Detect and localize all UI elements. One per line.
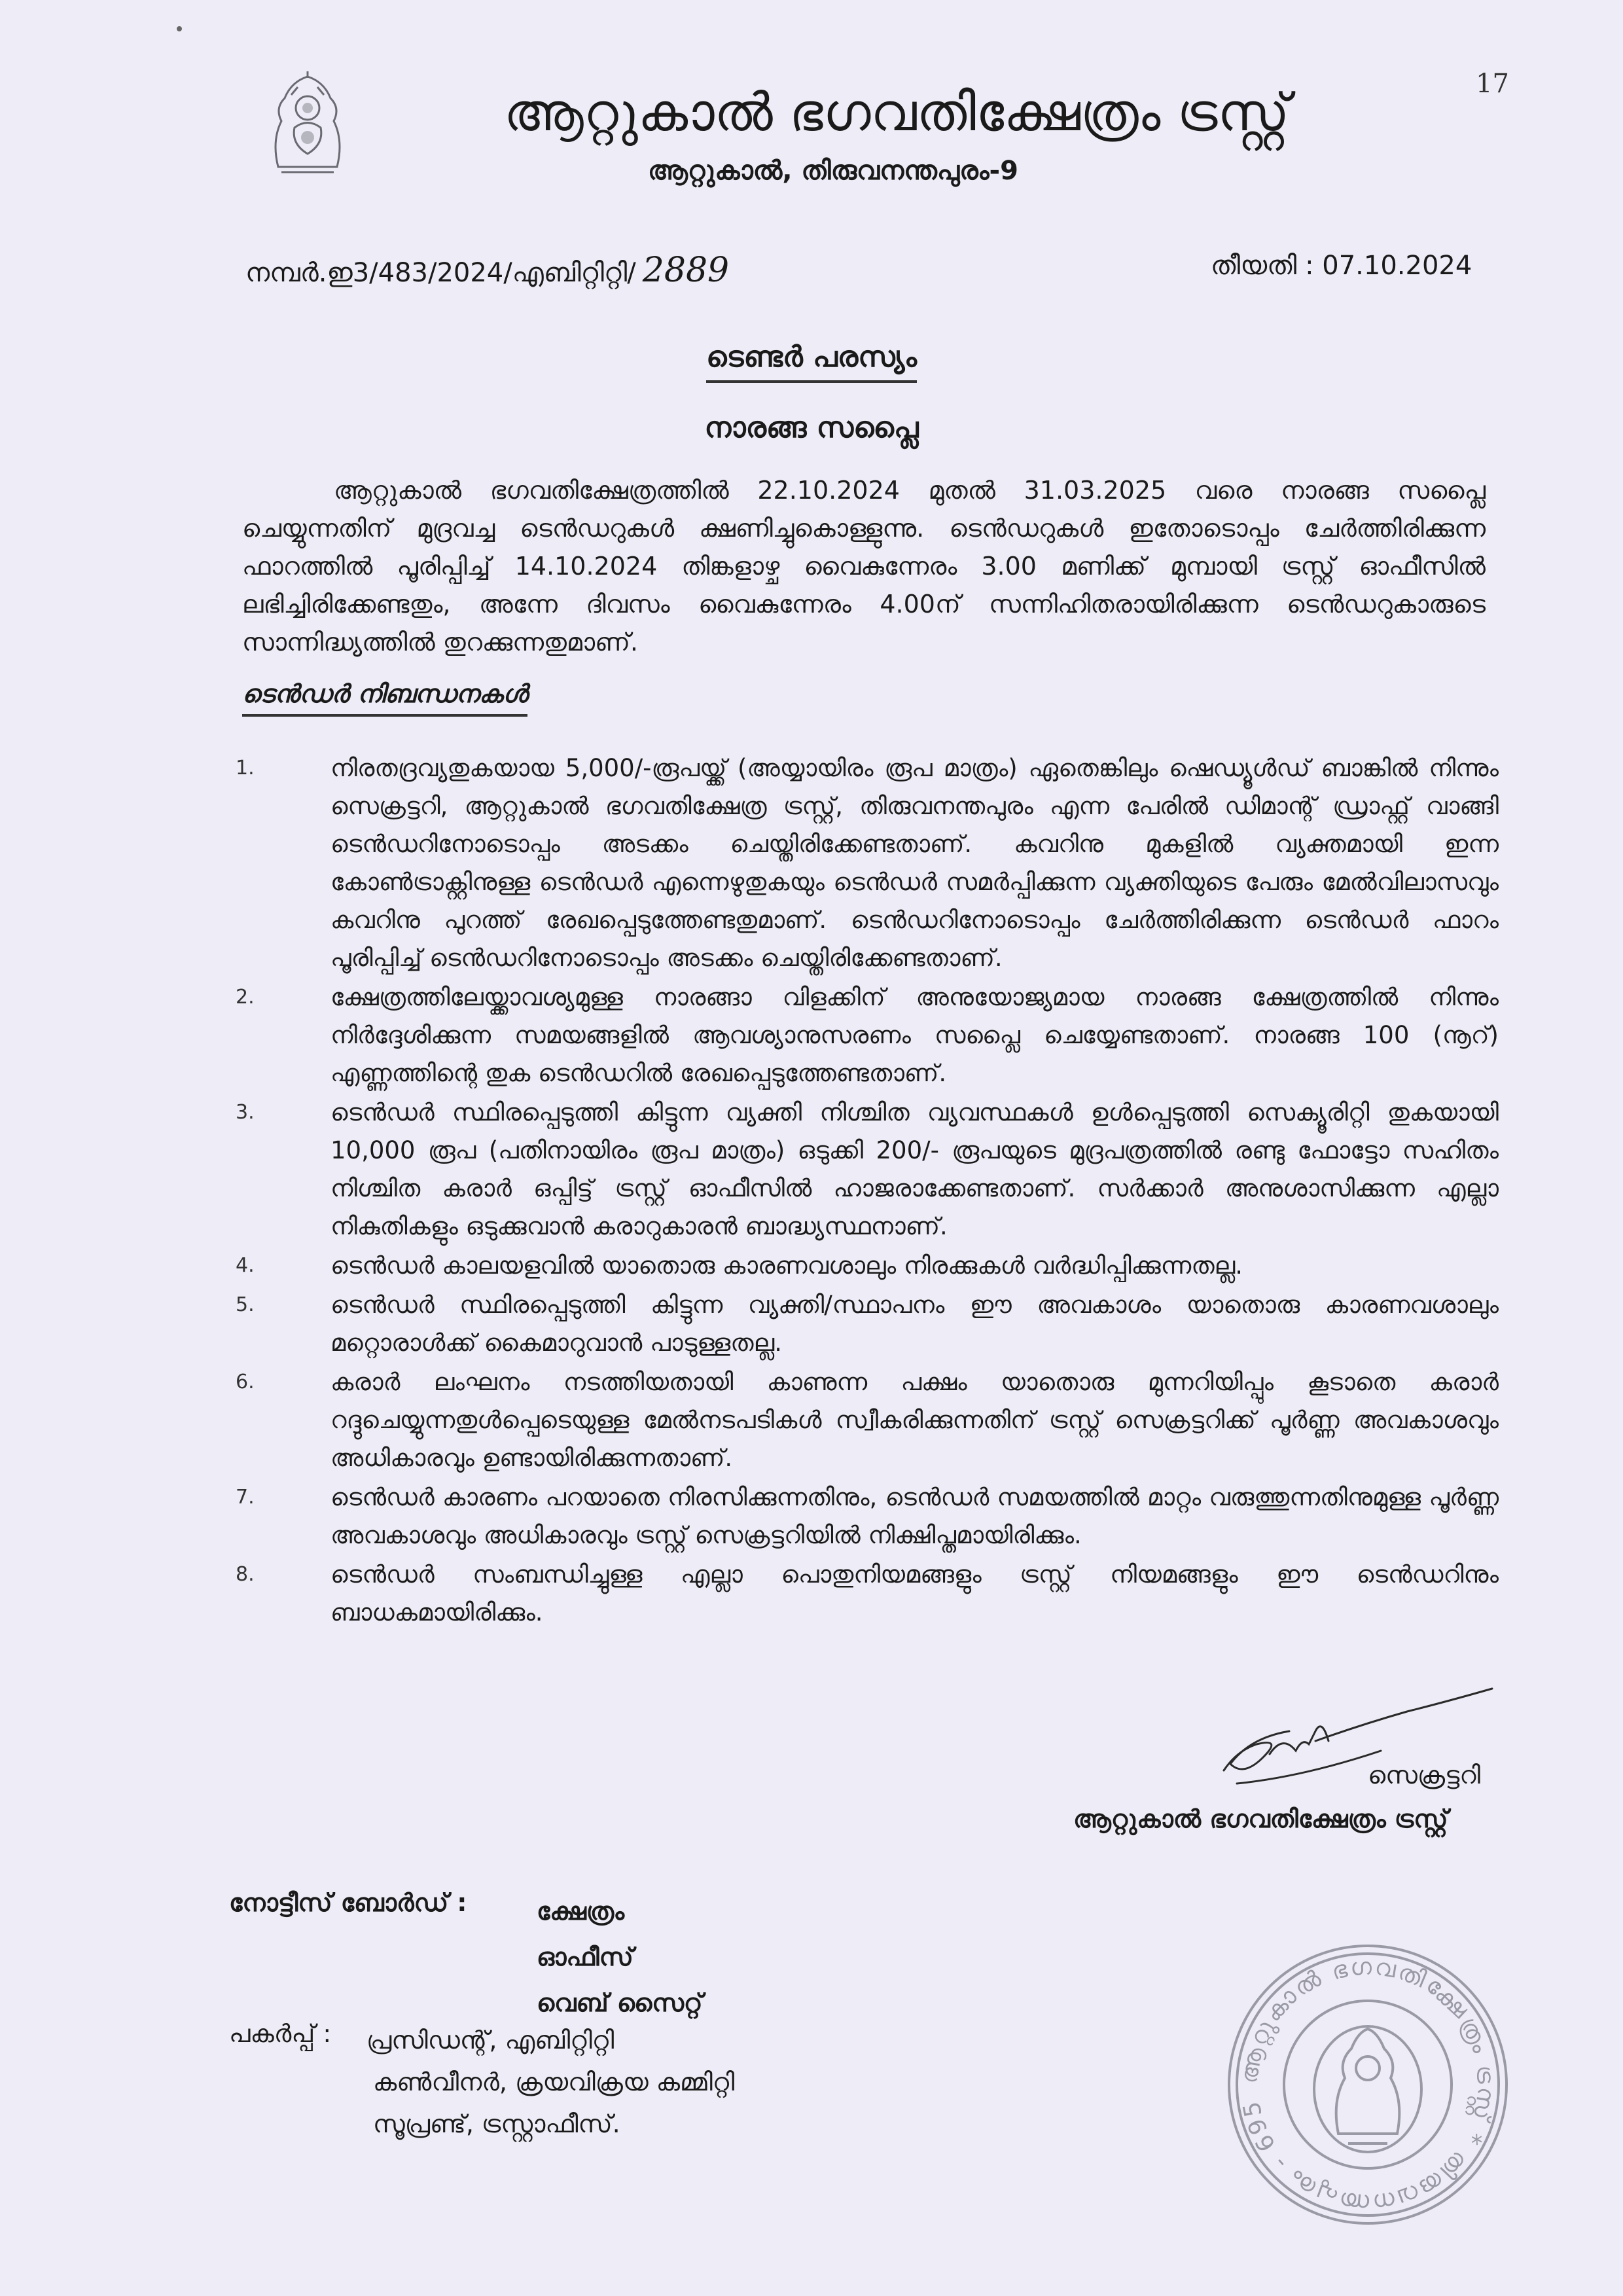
notice-subtitle: നാരങ്ങ സപ്ലൈ (704, 411, 919, 444)
copy-to-item: സൂപ്രണ്ട്, ട്രസ്റ്റാഫീസ്. (373, 2109, 620, 2138)
condition-text: ടെൻഡർ സ്ഥിരപ്പെടുത്തി കിട്ടുന്ന വ്യക്തി/സ്ഥാപനം ഈ അവകാശം യാതൊരു കാരണവശാലും മറ്റൊരാൾക്ക് കൈമാറുവാൻ പാടുള്ളതല്ല. (330, 1291, 1499, 1357)
notice-board-list (537, 1888, 703, 2026)
condition-item (236, 1286, 1499, 1362)
condition-number: 3. (236, 1101, 255, 1124)
conditions-list (236, 749, 1499, 1633)
copy-to-label: പകർപ്പ് : (229, 2019, 332, 2048)
condition-text: ക്ഷേത്രത്തിലേയ്ക്കാവശ്യമുള്ള നാരങ്ങാ വിളക്കിന് അനുയോജ്യമായ നാരങ്ങ ക്ഷേത്രത്തിൽ നിന്നും നിർദ്ദേശിക്കുന്ന സമയങ്ങളിൽ ആവശ്യാനുസരണം സപ്ലൈ ചെയ്യേണ്ടതാണ്. നാരങ്ങ 100 (നൂറ്) എണ്ണത്തിന്റെ തുക ടെൻഡറിൽ രേഖപ്പെടുത്തേണ്ടതാണ്. (330, 983, 1499, 1087)
condition-item (236, 1556, 1499, 1632)
reference-number (245, 251, 729, 290)
signatory-organization: ആറ്റുകാൽ ഭഗവതിക്ഷേത്രം ട്രസ്റ്റ് (1073, 1804, 1448, 1833)
intro-paragraph: ആറ്റുകാൽ ഭഗവതിക്ഷേത്രത്തിൽ 22.10.2024 മുതൽ 31.03.2025 വരെ നാരങ്ങ സപ്ലൈ ചെയ്യുന്നതിന് മുദ്രവച്ച ടെൻഡറുകൾ ക്ഷണിച്ചുകൊള്ളുന്നു. ടെൻഡറുകൾ ഇതോടൊപ്പം ചേർത്തിരിക്കുന്ന ഫാറത്തിൽ പൂരിപ്പിച്ച് 14.10.2024 തിങ്കളാഴ്ച വൈകുന്നേരം 3.00 മണിക്ക് മുമ്പായി ട്രസ്റ്റ് ഓഫീസിൽ ലഭിച്ചിരിക്കേണ്ടതും, അന്നേ ദിവസം വൈകുന്നേരം 4.00ന് സന്നിഹിതരായിരിക്കുന്ന ടെൻഡറുകാരുടെ സാന്നിദ്ധ്യത്തിൽ തുറക്കുന്നതുമാണ്. (242, 476, 1486, 656)
condition-number: 4. (236, 1254, 255, 1277)
reference-prefix: നമ്പർ.ഇ3/483/2024/എബിറ്റിറ്റി/ (245, 258, 636, 288)
office-seal-icon (1221, 1937, 1515, 2232)
condition-item (236, 978, 1499, 1092)
condition-text: ടെൻഡർ സ്ഥിരപ്പെടുത്തി കിട്ടുന്ന വ്യക്തി നിശ്ചിത വ്യവസ്ഥകൾ ഉൾപ്പെടുത്തി സെക്യൂരിറ്റി തുകയായി 10,000 രൂപ (പതിനായിരം രൂപ മാത്രം) ഒടുക്കി 200/- രൂപയുടെ മുദ്രപത്രത്തിൽ രണ്ടു ഫോട്ടോ സഹിതം നിശ്ചിത കരാർ ഒപ്പിട്ട് ട്രസ്റ്റ് ഓഫീസിൽ ഹാജരാക്കേണ്ടതാണ്. സർക്കാർ അനുശാസിക്കുന്ന എല്ലാ നികുതികളും ഒടുക്കുവാൻ കരാറുകാരൻ ബാദ്ധ്യസ്ഥനാണ്. (330, 1098, 1499, 1240)
condition-item (236, 1094, 1499, 1246)
handwritten-reference: 2889 (642, 251, 730, 290)
condition-number: 2. (236, 986, 255, 1009)
condition-text: കരാർ ലംഘനം നടത്തിയതായി കാണുന്ന പക്ഷം യാതൊരു മുന്നറിയിപ്പും കൂടാതെ കരാർ റദ്ദുചെയ്യുന്നതുൾപ്പെടെയുള്ള മേൽനടപടികൾ സ്വീകരിക്കുന്നതിന് ട്രസ്റ്റ് സെക്രട്ടറിക്ക് പൂർണ്ണ അവകാശവും അധികാരവും ഉണ്ടായിരിക്കുന്നതാണ്. (330, 1368, 1499, 1472)
condition-number: 1. (236, 757, 255, 780)
condition-item (236, 1247, 1499, 1285)
notice-board-item: ക്ഷേത്രം (537, 1897, 624, 1926)
notice-board-item: ഓഫീസ് (537, 1943, 633, 1971)
condition-text: നിരതദ്രവ്യതുകയായ 5,000/-രൂപയ്ക്ക് (അയ്യായിരം രൂപ മാത്രം) ഏതെങ്കിലും ഷെഡ്യൂൾഡ് ബാങ്കിൽ നിന്നും സെക്രട്ടറി, ആറ്റുകാൽ ഭഗവതിക്ഷേത്ര ട്രസ്റ്റ്, തിരുവനന്തപുരം എന്ന പേരിൽ ഡിമാന്റ് ഡ്രാഫ്റ്റ് വാങ്ങി ടെൻഡറിനോടൊപ്പം അടക്കം ചെയ്തിരിക്കേണ്ടതാണ്. കവറിനു മുകളിൽ വ്യക്തമായി ഇന്ന കോൺട്രാക്റ്റിനുള്ള ടെൻഡർ എന്നെഴുതുകയും ടെൻഡർ സമർപ്പിക്കുന്ന വ്യക്തിയുടെ പേരും മേൽവിലാസവും കവറിനു പുറത്ത് രേഖപ്പെടുത്തേണ്ടതുമാണ്. ടെൻഡറിനോടൊപ്പം ചേർത്തിരിക്കുന്ന ടെൻഡർ ഫാറം പൂരിപ്പിച്ച് ടെൻഡറിനോടൊപ്പം അടക്കം ചെയ്തിരിക്കേണ്ടതാണ്. (330, 754, 1499, 972)
condition-item (236, 1363, 1499, 1477)
condition-number: 6. (236, 1371, 255, 1393)
notice-board-item: വെബ് സൈറ്റ് (537, 1988, 703, 2017)
page-number: 17 (1476, 69, 1509, 99)
conditions-heading: ടെൻഡർ നിബന്ധനകൾ (242, 679, 527, 717)
svg-text:ആറ്റുകാൽ ഭഗവതിക്ഷേത്രം ട്രസ്റ്: ആറ്റുകാൽ ഭഗവതിക്ഷേത്രം ട്രസ്റ്റ് * തിരുവനന്തപുരം - 695 (1236, 1953, 1500, 2217)
condition-text: ടെൻഡർ കാരണം പറയാതെ നിരസിക്കുന്നതിനും, ടെൻഡർ സമയത്തിൽ മാറ്റം വരുത്തുന്നതിനുമുള്ള പൂർണ്ണ അവകാശവും അധികാരവും ട്രസ്റ്റ് സെക്രട്ടറിയിൽ നിക്ഷിപ്തമായിരിക്കും. (330, 1483, 1499, 1549)
signatory-designation: സെക്രട്ടറി (1368, 1761, 1481, 1789)
copy-to-list (366, 2019, 734, 2145)
notice-title (0, 340, 1623, 374)
notice-board-label: നോട്ടീസ് ബോർഡ് : (229, 1888, 467, 1917)
condition-text: ടെൻഡർ സംബന്ധിച്ചുള്ള എല്ലാ പൊതുനിയമങ്ങളും ട്രസ്റ്റ് നിയമങ്ങളും ഈ ടെൻഡറിനും ബാധകമായിരിക്കും. (330, 1560, 1499, 1626)
temple-emblem-icon (259, 69, 357, 177)
condition-number: 7. (236, 1486, 255, 1509)
condition-number: 5. (236, 1293, 255, 1316)
condition-number: 8. (236, 1563, 255, 1586)
organization-name: ആറ്റുകാൽ ഭഗവതിക്ഷേത്രം ട്രസ്റ്റ് (504, 82, 1290, 143)
condition-item (236, 749, 1499, 977)
document-date: തീയതി : 07.10.2024 (1211, 251, 1472, 281)
copy-to-item: പ്രസിഡന്റ്, എബിറ്റിറ്റി (366, 2026, 615, 2054)
notice-title-text: ടെണ്ടർ പരസ്യം (706, 340, 917, 383)
condition-item (236, 1479, 1499, 1554)
copy-to-item: കൺവീനർ, ക്രയവിക്രയ കമ്മിറ്റി (373, 2068, 735, 2096)
organization-address: ആറ്റുകാൽ, തിരുവനന്തപുരം-9 (648, 156, 1018, 186)
scan-speck (177, 26, 182, 31)
condition-text: ടെൻഡർ കാലയളവിൽ യാതൊരു കാരണവശാലും നിരക്കുകൾ വർദ്ധിപ്പിക്കുന്നതല്ല. (330, 1251, 1243, 1280)
